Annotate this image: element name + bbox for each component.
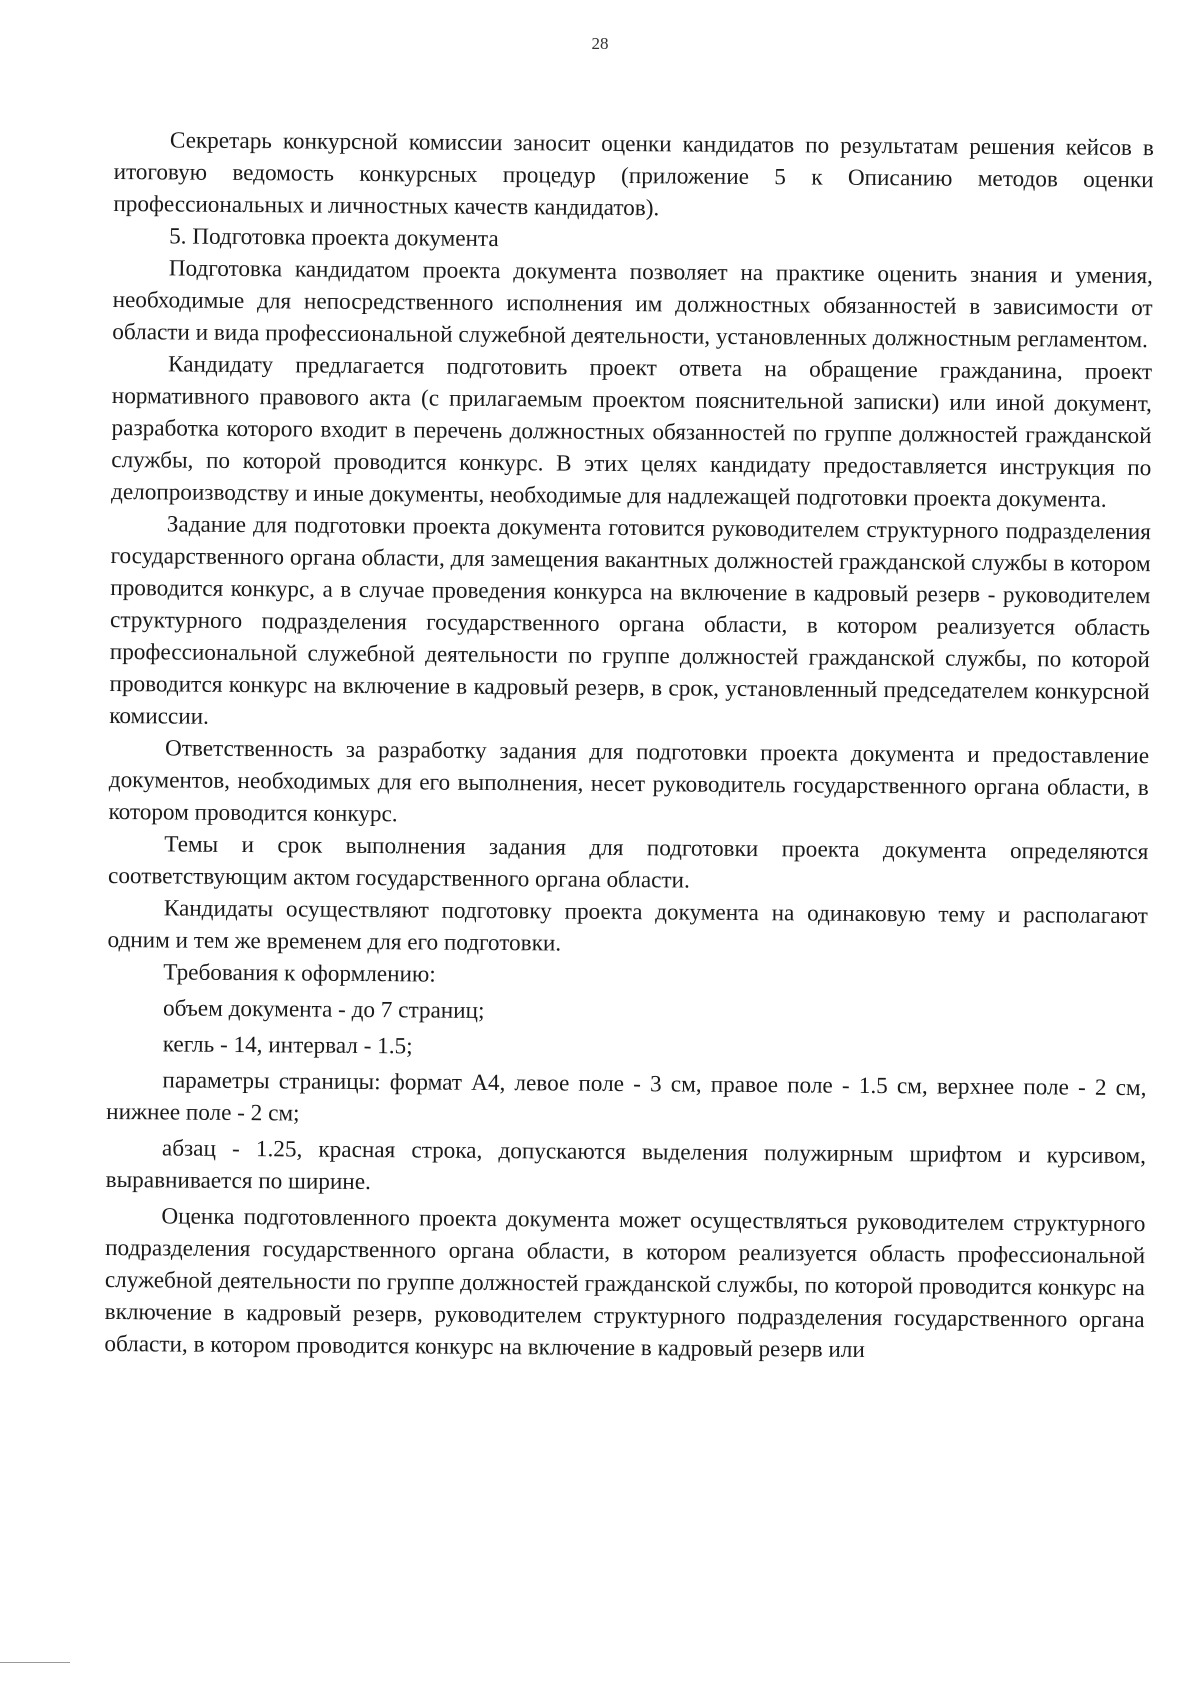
paragraph-topics-deadline: Темы и срок выполнения задания для подготовки проекта документа определяются соответствующим актом государственного органа области.	[107, 831, 1149, 894]
section-heading-draft-document: 5. Подготовка проекта документа	[169, 223, 499, 253]
paragraph-assignment-preparation: Задание для подготовки проекта документа готовится руководителем структурного подразделения государственного органа области, для замещения вакантных должностей гражданской службы в котором проводится конкурс, а в случае проведения конкурса на включение в кадровый резерв - руководителем структурного подразделения государственного органа области, в котором реализуется область профессиональной служебной деятельности по группе должностей гражданской службы, по которой проводится конкурс на включение в кадровый резерв, в срок, установленный председателем конкурсной комиссии.	[109, 511, 1151, 730]
scan-edge-line	[0, 1662, 70, 1663]
formatting-requirements-heading: Требования к оформлению:	[163, 959, 436, 988]
paragraph-responsibility: Ответственность за разработку задания для подготовки проекта документа и предоставление документов, необходимых для его выполнения, несет руководитель государственного органа области, в котором проводится конкурс.	[108, 735, 1150, 828]
paragraph-evaluation: Оценка подготовленного проекта документа может осуществляться руководителем структурного подразделения государственного органа области, в котором реализуется область профессиональной служебной деятельности по группе должностей гражданской службы, по которой проводится конкурс на включение в кадровый резерв, руководителем структурного подразделения государственного органа области, в котором проводится конкурс на включение в кадровый резерв или	[104, 1203, 1146, 1363]
requirement-paragraph-style: абзац - 1.25, красная строка, допускаются выделения полужирным шрифтом и курсивом, выравнивается по ширине.	[105, 1135, 1147, 1196]
requirement-font-size: кегль - 14, интервал - 1.5;	[162, 1031, 413, 1060]
page-number: 28	[591, 34, 609, 53]
document-body	[104, 124, 1154, 1368]
requirement-page-parameters: параметры страницы: формат А4, левое поле - 3 см, правое поле - 1.5 см, верхнее поле - 2 см, нижнее поле - 2 см;	[106, 1067, 1147, 1127]
paragraph-secretary-scores: Секретарь конкурсной комиссии заносит оценки кандидатов по результатам решения кейсов в итоговую ведомость конкурсных процедур (приложение 5 к Описанию методов оценки профессиональных и личностных качеств кандидатов).	[113, 127, 1154, 222]
paragraph-candidate-task: Кандидату предлагается подготовить проект ответа на обращение гражданина, проект нормативного правового акта (с прилагаемым проектом пояснительной записки) или иной документ, разработка которого входит в перечень должностных обязанностей по группе должностей гражданской службы, по которой проводится конкурс. В этих целях кандидату предоставляется инструкция по делопроизводству и иные документы, необходимые для надлежащей подготовки проекта документа.	[111, 351, 1153, 513]
paragraph-draft-purpose: Подготовка кандидатом проекта документа позволяет на практике оценить знания и умения, необходимые для непосредственного исполнения им должностных обязанностей в зависимости от области и вида профессиональной служебной деятельности, установленных должностным регламентом.	[112, 255, 1153, 354]
paragraph-same-topic: Кандидаты осуществляют подготовку проекта документа на одинаковую тему и располагают одним и тем же временем для его подготовки.	[107, 895, 1148, 957]
requirement-volume: объем документа - до 7 страниц;	[162, 995, 485, 1024]
